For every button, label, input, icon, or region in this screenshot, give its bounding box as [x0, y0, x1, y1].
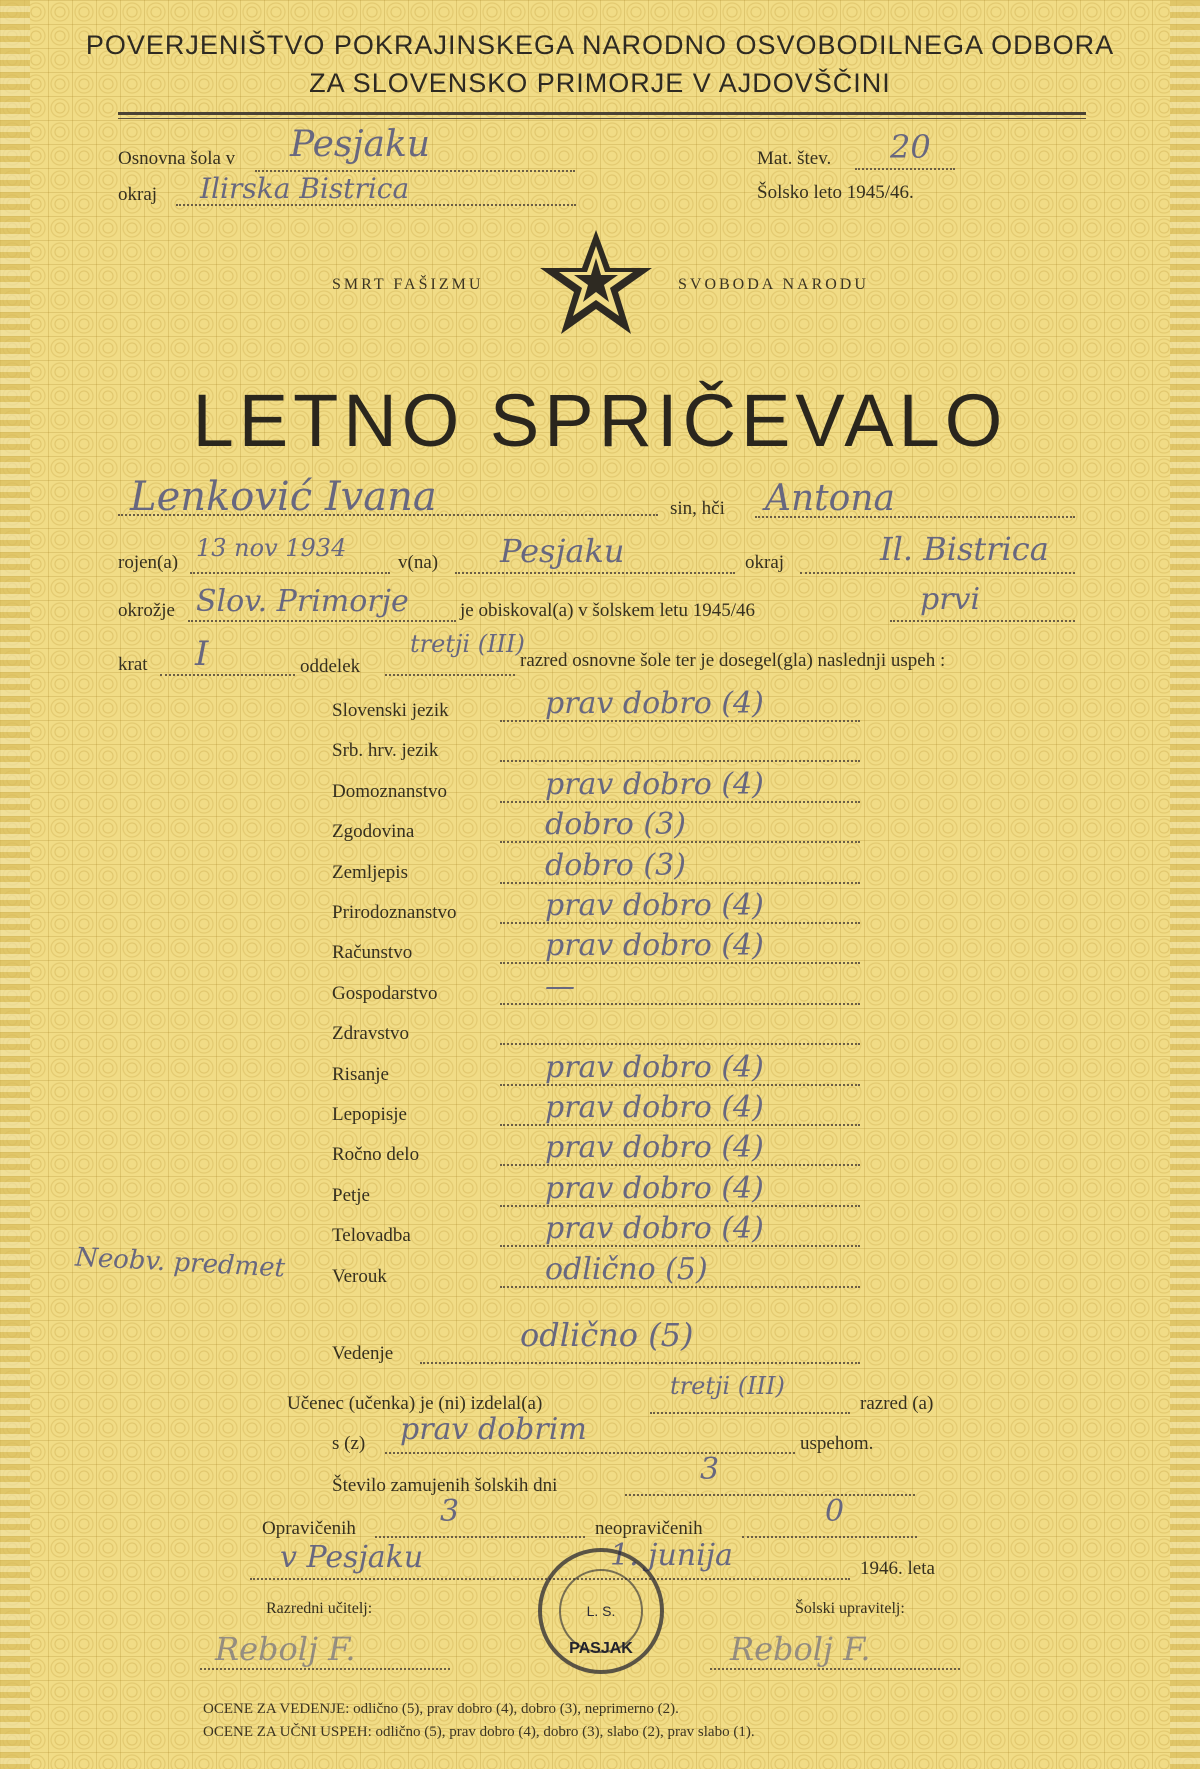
izdelal-label: Učenec (učenka) je (ni) izdelal(a) [287, 1393, 543, 1414]
subject-name: Telovadba [332, 1225, 411, 1246]
obiskoval-value: prvi [920, 582, 981, 617]
subject-name: Slovenski jezik [332, 700, 449, 721]
upravitelj-label: Šolski upravitelj: [795, 1600, 905, 1617]
opraviceni-line [375, 1536, 585, 1538]
vna-label: v(na) [398, 552, 439, 573]
stevilo-line [625, 1494, 915, 1496]
parent-name: Antona [765, 478, 895, 519]
razred-a-label: razred (a) [860, 1393, 934, 1414]
upravitelj-signature: Rebolj F. [730, 1630, 871, 1668]
oddelek-label: oddelek [300, 656, 361, 677]
subject-name: Zdravstvo [332, 1023, 410, 1044]
subject-grade: — [545, 969, 575, 1004]
vedenje-value: odlično (5) [520, 1316, 694, 1354]
vedenje-label: Vedenje [332, 1343, 394, 1364]
razredni-signature: Rebolj F. [215, 1630, 356, 1668]
subject-grade: prav dobro (4) [545, 1050, 764, 1085]
subject-name: Srb. hrv. jezik [332, 740, 439, 761]
school-stamp [538, 1548, 664, 1674]
mat-stev-label: Mat. štev. [757, 148, 832, 169]
izdelal-value: tretji (III) [670, 1372, 785, 1400]
opraviceni-value: 3 [440, 1494, 460, 1529]
mat-stev-line [855, 168, 955, 170]
subject-grade: prav dobro (4) [545, 888, 764, 923]
stevilo-value: 3 [700, 1452, 720, 1487]
motto-left: SMRT FAŠIZMU [332, 276, 484, 293]
date-value: 1. junija [610, 1538, 733, 1573]
subject-name: Zemljepis [332, 862, 408, 883]
okraj-value: Ilirska Bistrica [200, 172, 410, 205]
okrozje-value: Slov. Primorje [196, 584, 409, 619]
subject-grade: prav dobro (4) [545, 686, 764, 721]
krat-label: krat [118, 654, 148, 675]
subject-name: Domoznanstvo [332, 781, 448, 802]
subject-name: Ročno delo [332, 1144, 420, 1165]
vedenje-line [420, 1362, 860, 1364]
year-label: 1946. leta [860, 1558, 935, 1579]
header-line-2: ZA SLOVENSKO PRIMORJE V AJDOVŠČINI [309, 68, 891, 98]
okraj-pupil-value: Il. Bistrica [880, 530, 1049, 568]
subject-name: Gospodarstvo [332, 983, 438, 1004]
osnovna-sola-value: Pesjaku [290, 124, 431, 165]
subject-name: Računstvo [332, 942, 413, 963]
oddelek-line [385, 674, 515, 676]
uspehom-label: uspehom. [800, 1433, 874, 1454]
vna-value: Pesjaku [500, 532, 625, 570]
subject-grade: prav dobro (4) [545, 928, 764, 963]
subject-grade: prav dobro (4) [545, 1171, 764, 1206]
okraj-label: okraj [118, 184, 158, 205]
subject-grade: odlično (5) [545, 1252, 708, 1287]
subject-name: Lepopisje [332, 1104, 407, 1125]
okrozje-line [188, 620, 456, 622]
subject-grade: prav dobro (4) [545, 1211, 764, 1246]
header-rule [118, 112, 1086, 115]
left-perforated-edge [0, 0, 30, 1769]
razred-label: razred osnovne šole ter je dosegel(gla) naslednji uspeh : [520, 650, 946, 671]
razredni-label: Razredni učitelj: [266, 1600, 373, 1617]
subject-name: Risanje [332, 1064, 389, 1085]
krat-value: I [195, 634, 209, 674]
opraviceni-label: Opravičenih [262, 1518, 356, 1539]
razredni-line [200, 1668, 450, 1670]
izdelal-line [650, 1412, 850, 1414]
subject-name: Verouk [332, 1266, 387, 1287]
rojen-line [190, 572, 390, 574]
footer-learning-grades: OCENE ZA UČNI USPEH: odlično (5), prav dobro (4), dobro (3), slabo (2), prav slabo (1). [203, 1724, 755, 1740]
header-rule-thin [118, 118, 1086, 119]
neopraviceni-value: 0 [825, 1494, 845, 1529]
subject-grade: dobro (3) [545, 848, 686, 883]
okraj-pupil-label: okraj [745, 552, 785, 573]
subject-dotted-line [500, 760, 860, 762]
subject-grade: dobro (3) [545, 807, 686, 842]
s-line [385, 1452, 795, 1454]
document-title: LETNO SPRIČEVALO [192, 379, 1008, 462]
subject-grade: prav dobro (4) [545, 767, 764, 802]
red-star-emblem-icon [538, 228, 654, 338]
neopraviceni-line [742, 1536, 917, 1538]
header-line-1: POVERJENIŠTVO POKRAJINSKEGA NARODNO OSVOBODILNEGA ODBORA [85, 30, 1115, 60]
okrozje-label: okrožje [118, 600, 175, 621]
verouk-note: Neobv. predmet [74, 1242, 286, 1284]
solsko-leto: Šolsko leto 1945/46. [757, 182, 914, 203]
footer-conduct-grades: OCENE ZA VEDENJE: odlično (5), prav dobro (4), dobro (3), neprimerno (2). [203, 1701, 679, 1717]
place-value: v Pesjaku [280, 1540, 424, 1575]
krat-line [160, 674, 295, 676]
obiskoval-line [890, 620, 1075, 622]
osnovna-sola-label: Osnovna šola v [118, 148, 236, 169]
stamp-center: L. S. [559, 1569, 643, 1653]
subject-name: Petje [332, 1185, 370, 1206]
stevilo-label: Število zamujenih šolskih dni [332, 1475, 558, 1496]
upravitelj-line [710, 1668, 960, 1670]
subject-grade: prav dobro (4) [545, 1130, 764, 1165]
obiskoval-label: je obiskoval(a) v šolskem letu 1945/46 [460, 600, 755, 621]
stamp-word: PASJAK [569, 1640, 633, 1657]
okraj-pupil-line [800, 572, 1075, 574]
subject-name: Zgodovina [332, 821, 415, 842]
subject-dotted-line [500, 1043, 860, 1045]
rojen-label: rojen(a) [118, 552, 179, 573]
oddelek-value: tretji (III) [410, 630, 525, 658]
s-label: s (z) [332, 1433, 366, 1454]
vna-line [455, 572, 735, 574]
right-perforated-edge [1170, 0, 1200, 1769]
pupil-name: Lenković Ivana [130, 474, 437, 520]
neopraviceni-label: neopravičenih [595, 1518, 703, 1539]
subject-name: Prirodoznanstvo [332, 902, 457, 923]
mat-stev-value: 20 [890, 128, 931, 166]
s-value: prav dobrim [400, 1412, 587, 1447]
motto-right: SVOBODA NARODU [678, 276, 869, 293]
sin-hci-label: sin, hči [670, 498, 725, 519]
subject-grade: prav dobro (4) [545, 1090, 764, 1125]
rojen-value: 13 nov 1934 [196, 534, 347, 562]
